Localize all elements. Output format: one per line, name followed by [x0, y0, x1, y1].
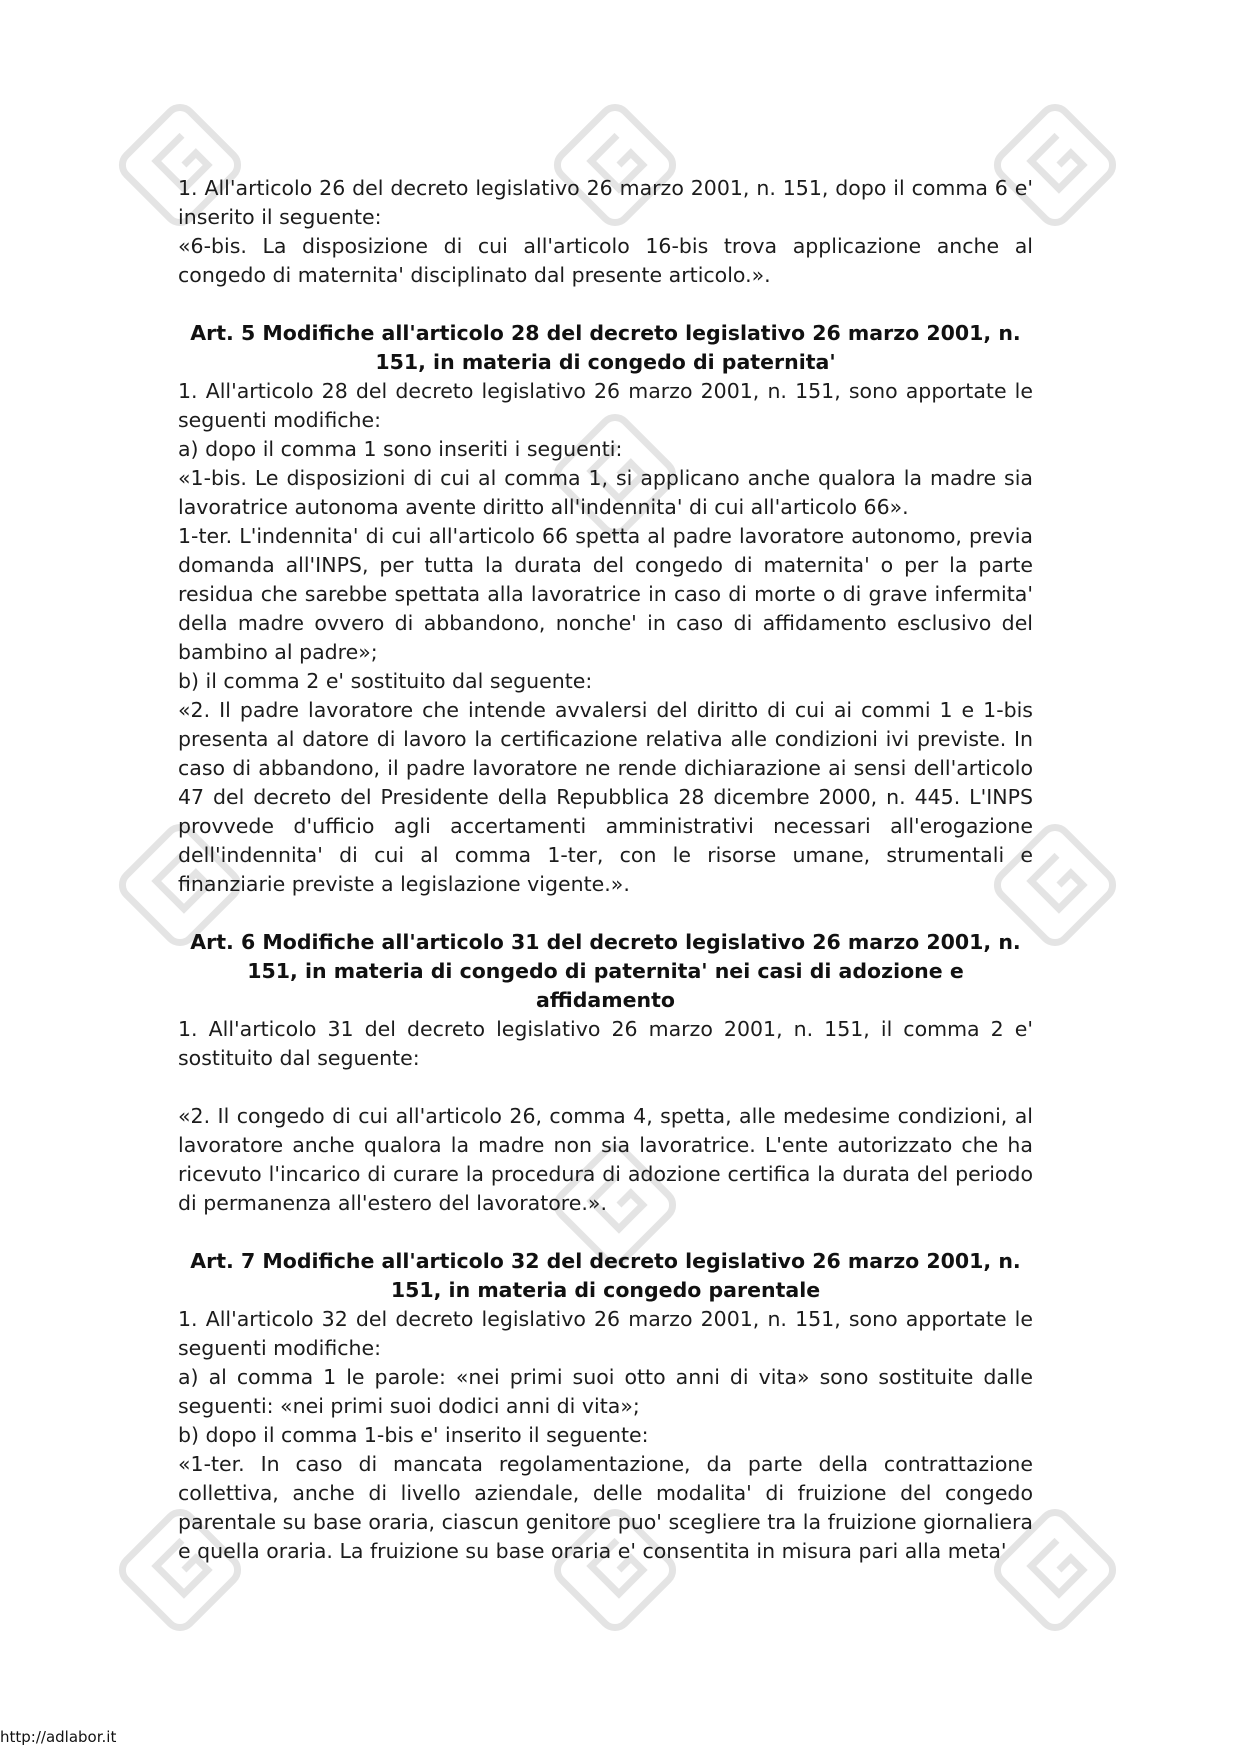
paragraph: 1. All'articolo 26 del decreto legislativo 26 marzo 2001, n. 151, dopo il comma 6 e' inserito il seguente:	[178, 176, 1033, 229]
paragraph: 1-ter. L'indennita' di cui all'articolo 66 spetta al padre lavoratore autonomo, previa domanda all'INPS, per tutta la durata del congedo di maternita' o per la parte residua che sarebbe spettata alla lavoratrice in caso di morte o di grave infermita' della madre ovvero di abbandono, nonche' in caso di affidamento esclusivo del bambino al padre»;	[178, 524, 1033, 664]
paragraph: 1. All'articolo 31 del decreto legislativo 26 marzo 2001, n. 151, il comma 2 e' sostituito dal seguente:	[178, 1017, 1033, 1070]
footer-url[interactable]: http://adlabor.it	[0, 1728, 117, 1746]
article-heading-art7: Art. 7 Modifiche all'articolo 32 del decreto legislativo 26 marzo 2001, n. 151, in materia di congedo parentale	[190, 1249, 1021, 1302]
paragraph: «1-bis. Le disposizioni di cui al comma 1, si applicano anche qualora la madre sia lavoratrice autonoma avente diritto all'indennita' di cui all'articolo 66».	[178, 466, 1033, 519]
article-heading-art5: Art. 5 Modifiche all'articolo 28 del decreto legislativo 26 marzo 2001, n. 151, in materia di congedo di paternita'	[190, 321, 1021, 374]
document-body	[178, 174, 1033, 1566]
paragraph: 1. All'articolo 28 del decreto legislativo 26 marzo 2001, n. 151, sono apportate le seguenti modifiche:	[178, 379, 1033, 432]
article-heading-art6: Art. 6 Modifiche all'articolo 31 del decreto legislativo 26 marzo 2001, n. 151, in materia di congedo di paternita' nei casi di adozione e affidamento	[190, 930, 1021, 1012]
paragraph: «2. Il padre lavoratore che intende avvalersi del diritto di cui ai commi 1 e 1-bis presenta al datore di lavoro la certificazione relativa alle condizioni ivi previste. In caso di abbandono, il padre lavoratore ne rende dichiarazione ai sensi dell'articolo 47 del decreto del Presidente della Repubblica 28 dicembre 2000, n. 445. L'INPS provvede d'ufficio agli accertamenti amministrativi necessari all'erogazione dell'indennita' di cui al comma 1-ter, con le risorse umane, strumentali e finanziarie previste a legislazione vigente.».	[178, 698, 1033, 896]
paragraph: b) dopo il comma 1-bis e' inserito il seguente:	[178, 1423, 649, 1447]
paragraph: a) dopo il comma 1 sono inseriti i seguenti:	[178, 437, 623, 461]
paragraph: «6-bis. La disposizione di cui all'articolo 16-bis trova applicazione anche al congedo di maternita' disciplinato dal presente articolo.».	[178, 234, 1033, 287]
paragraph: b) il comma 2 e' sostituito dal seguente:	[178, 669, 593, 693]
paragraph: a) al comma 1 le parole: «nei primi suoi otto anni di vita» sono sostituite dalle seguenti: «nei primi suoi dodici anni di vita»;	[178, 1365, 1033, 1418]
paragraph: 1. All'articolo 32 del decreto legislativo 26 marzo 2001, n. 151, sono apportate le seguenti modifiche:	[178, 1307, 1033, 1360]
paragraph: «1-ter. In caso di mancata regolamentazione, da parte della contrattazione collettiva, anche di livello aziendale, delle modalita' di fruizione del congedo parentale su base oraria, ciascun genitore puo' scegliere tra la fruizione giornaliera e quella oraria. La fruizione su base oraria e' consentita in misura pari alla meta'	[178, 1452, 1033, 1563]
paragraph: «2. Il congedo di cui all'articolo 26, comma 4, spetta, alle medesime condizioni, al lavoratore anche qualora la madre non sia lavoratrice. L'ente autorizzato che ha ricevuto l'incarico di curare la procedura di adozione certifica la durata del periodo di permanenza all'estero del lavoratore.».	[178, 1104, 1033, 1215]
